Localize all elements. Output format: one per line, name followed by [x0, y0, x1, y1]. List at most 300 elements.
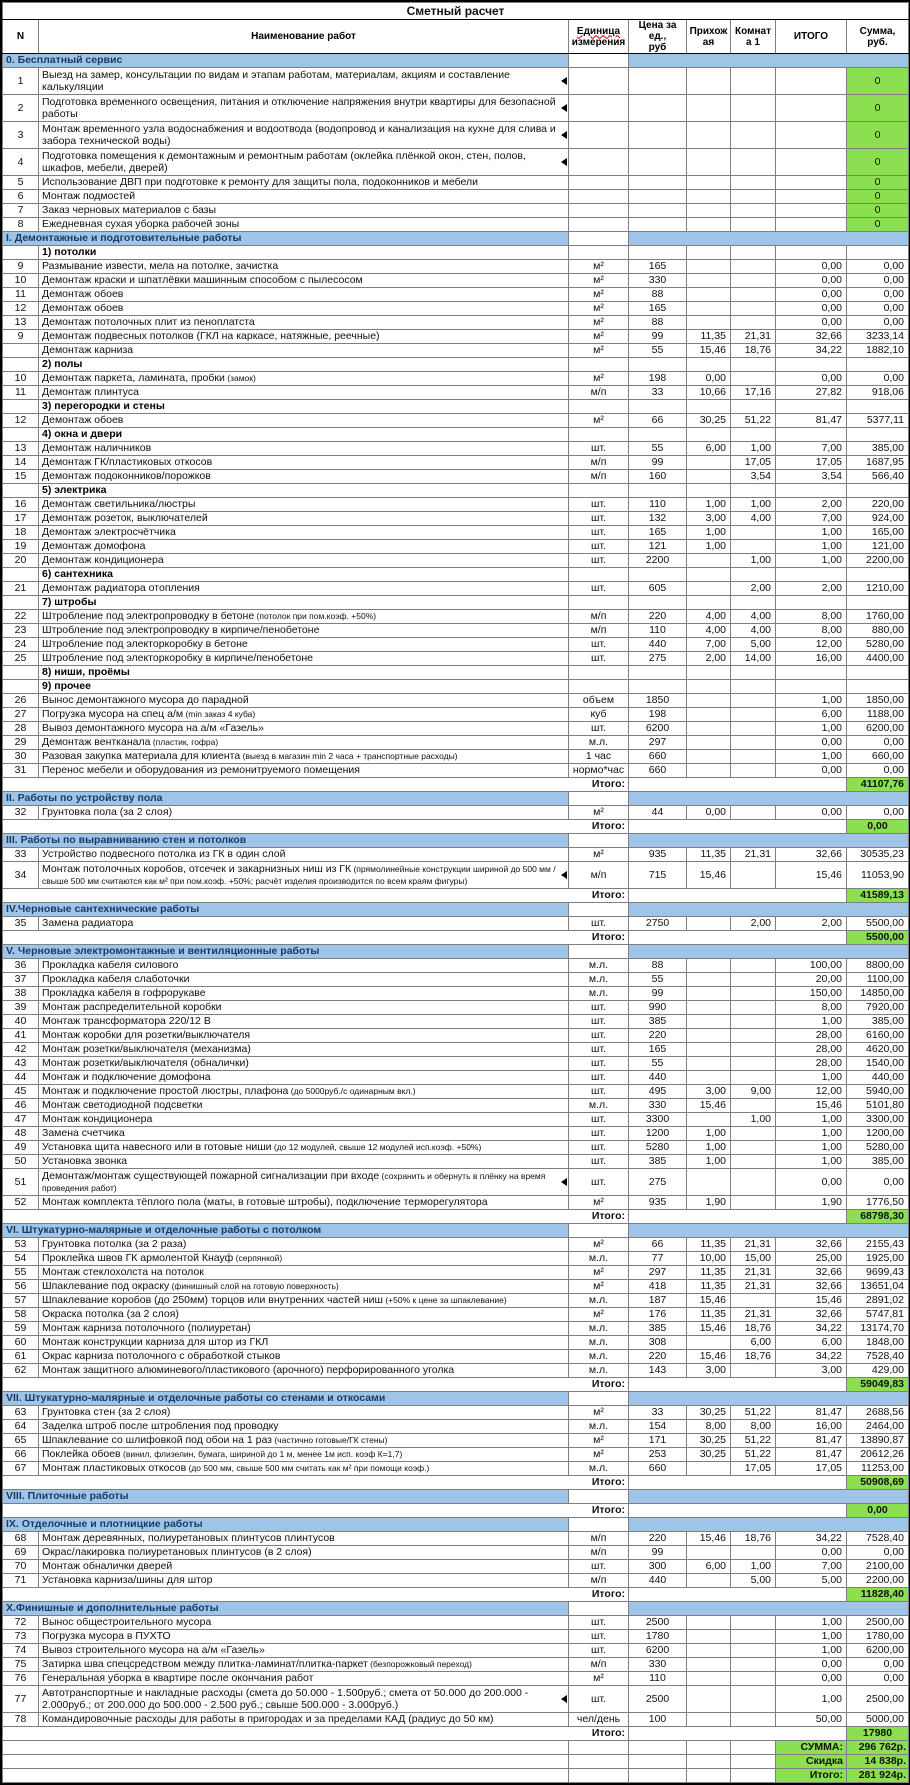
sum-cell[interactable]: 11053,90: [847, 862, 909, 889]
sum-cell[interactable]: 7920,00: [847, 1001, 909, 1015]
itogo-qty-cell[interactable]: 15,46: [776, 1294, 847, 1308]
summary-label-cell[interactable]: Итого:: [776, 1769, 847, 1783]
room1-qty-cell[interactable]: [731, 694, 776, 708]
hallway-qty-cell[interactable]: [687, 1672, 731, 1686]
unit-cell[interactable]: шт.: [569, 582, 629, 596]
sum-cell[interactable]: [847, 596, 909, 610]
room1-qty-cell[interactable]: [731, 959, 776, 973]
work-name-cell[interactable]: [39, 1644, 569, 1658]
hallway-qty-cell[interactable]: [687, 1546, 731, 1560]
section-fill-cell[interactable]: [629, 834, 909, 848]
price-cell[interactable]: 132: [629, 512, 687, 526]
hallway-qty-cell[interactable]: [687, 1071, 731, 1085]
section-fill-cell[interactable]: [629, 1224, 909, 1238]
room1-qty-cell[interactable]: 4,00: [731, 610, 776, 624]
hallway-qty-cell[interactable]: 15,46: [687, 1294, 731, 1308]
sum-cell[interactable]: 1687,95: [847, 456, 909, 470]
section-fill-cell[interactable]: [629, 792, 909, 806]
itogo-sum-cell[interactable]: 50908,69: [847, 1476, 909, 1490]
unit-cell[interactable]: [569, 204, 629, 218]
hallway-qty-cell[interactable]: 30,25: [687, 1448, 731, 1462]
sum-cell[interactable]: [847, 428, 909, 442]
room1-qty-cell[interactable]: [731, 302, 776, 316]
sum-cell[interactable]: 0,00: [847, 302, 909, 316]
section-fill-cell[interactable]: [629, 1392, 909, 1406]
itogo-qty-cell[interactable]: 0,00: [776, 764, 847, 778]
row-number-cell[interactable]: 25: [3, 652, 39, 666]
sum-cell[interactable]: 429,00: [847, 1364, 909, 1378]
hallway-qty-cell[interactable]: [687, 358, 731, 372]
itogo-qty-cell[interactable]: 81,47: [776, 1448, 847, 1462]
hallway-qty-cell[interactable]: 1,00: [687, 1141, 731, 1155]
hallway-qty-cell[interactable]: 1,00: [687, 526, 731, 540]
room1-qty-cell[interactable]: [731, 358, 776, 372]
price-cell[interactable]: 165: [629, 1043, 687, 1057]
work-name-cell[interactable]: [39, 1686, 569, 1713]
price-cell[interactable]: 330: [629, 274, 687, 288]
room1-qty-cell[interactable]: [731, 1364, 776, 1378]
sum-cell[interactable]: 5000,00: [847, 1713, 909, 1727]
itogo-qty-cell[interactable]: [776, 95, 847, 122]
itogo-label-cell[interactable]: Итого:: [3, 931, 629, 945]
price-cell[interactable]: 165: [629, 526, 687, 540]
unit-cell[interactable]: м²: [569, 316, 629, 330]
price-cell[interactable]: [629, 122, 687, 149]
room1-qty-cell[interactable]: [731, 1043, 776, 1057]
row-number-cell[interactable]: 46: [3, 1099, 39, 1113]
sum-cell[interactable]: 0,00: [847, 1658, 909, 1672]
unit-cell[interactable]: нормо*час: [569, 764, 629, 778]
room1-qty-cell[interactable]: [731, 750, 776, 764]
itogo-qty-cell[interactable]: 150,00: [776, 987, 847, 1001]
room1-qty-cell[interactable]: [731, 400, 776, 414]
sum-cell[interactable]: 1760,00: [847, 610, 909, 624]
itogo-qty-cell[interactable]: 81,47: [776, 1406, 847, 1420]
hallway-qty-cell[interactable]: 15,46: [687, 1099, 731, 1113]
itogo-sum-cell[interactable]: 11828,40: [847, 1588, 909, 1602]
price-cell[interactable]: [629, 568, 687, 582]
itogo-qty-cell[interactable]: 32,66: [776, 1238, 847, 1252]
itogo-qty-cell[interactable]: 100,00: [776, 959, 847, 973]
work-name-cell[interactable]: [39, 68, 569, 95]
room1-qty-cell[interactable]: [731, 1001, 776, 1015]
subsection-title-cell[interactable]: 9) прочее: [39, 680, 569, 694]
sum-cell[interactable]: 2891,02: [847, 1294, 909, 1308]
room1-qty-cell[interactable]: [731, 316, 776, 330]
itogo-qty-cell[interactable]: 0,00: [776, 316, 847, 330]
itogo-qty-cell[interactable]: 27,82: [776, 386, 847, 400]
row-number-cell[interactable]: 18: [3, 526, 39, 540]
section-title-cell[interactable]: VI. Штукатурно-малярные и отделочные работы с потолком: [3, 1224, 569, 1238]
itogo-qty-cell[interactable]: [776, 428, 847, 442]
unit-cell[interactable]: м/п: [569, 610, 629, 624]
hallway-qty-cell[interactable]: [687, 1043, 731, 1057]
itogo-qty-cell[interactable]: 0,00: [776, 274, 847, 288]
row-number-cell[interactable]: 55: [3, 1266, 39, 1280]
itogo-qty-cell[interactable]: 2,00: [776, 917, 847, 931]
row-number-cell[interactable]: 17: [3, 512, 39, 526]
price-cell[interactable]: 253: [629, 1448, 687, 1462]
row-number-cell[interactable]: 38: [3, 987, 39, 1001]
sum-cell[interactable]: 2200,00: [847, 1574, 909, 1588]
price-cell[interactable]: 110: [629, 498, 687, 512]
room1-qty-cell[interactable]: [731, 288, 776, 302]
work-name-cell[interactable]: [39, 917, 569, 931]
price-cell[interactable]: [629, 428, 687, 442]
work-name-cell[interactable]: [39, 1113, 569, 1127]
sum-cell[interactable]: 2464,00: [847, 1420, 909, 1434]
hallway-qty-cell[interactable]: 15,46: [687, 1532, 731, 1546]
sum-cell[interactable]: 3300,00: [847, 1113, 909, 1127]
row-number-cell[interactable]: 19: [3, 540, 39, 554]
unit-cell[interactable]: м/п: [569, 1574, 629, 1588]
hallway-qty-cell[interactable]: [687, 959, 731, 973]
unit-cell[interactable]: м²: [569, 288, 629, 302]
unit-cell[interactable]: м²: [569, 1672, 629, 1686]
unit-cell[interactable]: [569, 218, 629, 232]
work-name-cell[interactable]: [39, 610, 569, 624]
work-name-cell[interactable]: [39, 1001, 569, 1015]
hallway-qty-cell[interactable]: 1,00: [687, 540, 731, 554]
unit-cell[interactable]: м²: [569, 260, 629, 274]
price-cell[interactable]: 300: [629, 1560, 687, 1574]
price-cell[interactable]: 2200: [629, 554, 687, 568]
itogo-qty-cell[interactable]: 34,22: [776, 1350, 847, 1364]
room1-qty-cell[interactable]: 15,00: [731, 1252, 776, 1266]
price-cell[interactable]: 6200: [629, 722, 687, 736]
itogo-qty-cell[interactable]: 1,00: [776, 722, 847, 736]
unit-cell[interactable]: шт.: [569, 1015, 629, 1029]
price-cell[interactable]: 2750: [629, 917, 687, 931]
work-name-cell[interactable]: [39, 1546, 569, 1560]
sum-cell[interactable]: 566,40: [847, 470, 909, 484]
hallway-qty-cell[interactable]: [687, 95, 731, 122]
column-header-price[interactable]: Цена за ед., руб: [629, 20, 687, 54]
hallway-qty-cell[interactable]: [687, 1029, 731, 1043]
hallway-qty-cell[interactable]: 15,46: [687, 1322, 731, 1336]
hallway-qty-cell[interactable]: [687, 1769, 731, 1783]
price-cell[interactable]: [629, 400, 687, 414]
itogo-qty-cell[interactable]: 12,00: [776, 638, 847, 652]
itogo-qty-cell[interactable]: 1,00: [776, 526, 847, 540]
hallway-qty-cell[interactable]: [687, 1644, 731, 1658]
itogo-qty-cell[interactable]: [776, 190, 847, 204]
unit-cell[interactable]: м²: [569, 302, 629, 316]
room1-qty-cell[interactable]: [731, 722, 776, 736]
work-name-cell[interactable]: [39, 456, 569, 470]
sum-cell[interactable]: 1188,00: [847, 708, 909, 722]
hallway-qty-cell[interactable]: [687, 722, 731, 736]
unit-cell[interactable]: [569, 1755, 629, 1769]
sum-cell[interactable]: 4400,00: [847, 652, 909, 666]
section-unit-cell[interactable]: [569, 903, 629, 917]
row-number-cell[interactable]: 4: [3, 149, 39, 176]
row-number-cell[interactable]: 1: [3, 68, 39, 95]
section-title-cell[interactable]: III. Работы по выравниванию стен и потолков: [3, 834, 569, 848]
work-name-cell[interactable]: [39, 1672, 569, 1686]
work-name-cell[interactable]: [39, 1658, 569, 1672]
row-number-cell[interactable]: 52: [3, 1196, 39, 1210]
price-cell[interactable]: 176: [629, 1308, 687, 1322]
work-name-cell[interactable]: [39, 862, 569, 889]
row-number-cell[interactable]: 32: [3, 806, 39, 820]
sum-cell[interactable]: 4620,00: [847, 1043, 909, 1057]
itogo-qty-cell[interactable]: [776, 122, 847, 149]
hallway-qty-cell[interactable]: 3,00: [687, 1085, 731, 1099]
itogo-qty-cell[interactable]: 6,00: [776, 708, 847, 722]
itogo-qty-cell[interactable]: 0,00: [776, 1546, 847, 1560]
row-number-cell[interactable]: 42: [3, 1043, 39, 1057]
work-name-cell[interactable]: [39, 1141, 569, 1155]
unit-cell[interactable]: м²: [569, 372, 629, 386]
work-name-cell[interactable]: [39, 1196, 569, 1210]
unit-cell[interactable]: объем: [569, 694, 629, 708]
room1-qty-cell[interactable]: [731, 149, 776, 176]
hallway-qty-cell[interactable]: 15,46: [687, 862, 731, 889]
itogo-qty-cell[interactable]: 1,90: [776, 1196, 847, 1210]
hallway-qty-cell[interactable]: [687, 176, 731, 190]
unit-cell[interactable]: [569, 68, 629, 95]
sum-cell[interactable]: 0,00: [847, 1169, 909, 1196]
sum-cell[interactable]: 0,00: [847, 316, 909, 330]
itogo-qty-cell[interactable]: 1,00: [776, 1616, 847, 1630]
row-number-cell[interactable]: [3, 344, 39, 358]
row-number-cell[interactable]: 13: [3, 442, 39, 456]
itogo-label-cell[interactable]: Итого:: [3, 1588, 629, 1602]
work-name-cell[interactable]: [39, 1350, 569, 1364]
column-header-hallway[interactable]: Прихожая: [687, 20, 731, 54]
row-number-cell[interactable]: 29: [3, 736, 39, 750]
row-number-cell[interactable]: 30: [3, 750, 39, 764]
itogo-qty-cell[interactable]: 81,47: [776, 414, 847, 428]
work-name-cell[interactable]: [39, 540, 569, 554]
work-name-cell[interactable]: [39, 1574, 569, 1588]
unit-cell[interactable]: м/п: [569, 386, 629, 400]
price-cell[interactable]: 1850: [629, 694, 687, 708]
itogo-qty-cell[interactable]: [776, 204, 847, 218]
itogo-qty-cell[interactable]: 34,22: [776, 344, 847, 358]
room1-qty-cell[interactable]: 18,76: [731, 1350, 776, 1364]
hallway-qty-cell[interactable]: [687, 260, 731, 274]
unit-cell[interactable]: куб: [569, 708, 629, 722]
hallway-qty-cell[interactable]: [687, 1574, 731, 1588]
itogo-label-cell[interactable]: Итого:: [3, 889, 629, 903]
hallway-qty-cell[interactable]: [687, 1616, 731, 1630]
hallway-qty-cell[interactable]: [687, 1755, 731, 1769]
hallway-qty-cell[interactable]: 10,66: [687, 386, 731, 400]
hallway-qty-cell[interactable]: [687, 1015, 731, 1029]
price-cell[interactable]: 715: [629, 862, 687, 889]
summary-blank-cell[interactable]: [3, 1755, 569, 1769]
room1-qty-cell[interactable]: [731, 1029, 776, 1043]
sum-cell[interactable]: 2500,00: [847, 1686, 909, 1713]
sum-cell[interactable]: 924,00: [847, 512, 909, 526]
unit-cell[interactable]: [569, 568, 629, 582]
itogo-qty-cell[interactable]: 0,00: [776, 302, 847, 316]
price-cell[interactable]: [629, 666, 687, 680]
unit-cell[interactable]: [569, 400, 629, 414]
subsection-title-cell[interactable]: 3) перегородки и стены: [39, 400, 569, 414]
unit-cell[interactable]: шт.: [569, 1686, 629, 1713]
room1-qty-cell[interactable]: [731, 526, 776, 540]
sum-cell[interactable]: 1925,00: [847, 1252, 909, 1266]
itogo-qty-cell[interactable]: [776, 400, 847, 414]
sum-cell[interactable]: 0,00: [847, 736, 909, 750]
row-number-cell[interactable]: 9: [3, 330, 39, 344]
itogo-qty-cell[interactable]: 81,47: [776, 1434, 847, 1448]
row-number-cell[interactable]: 3: [3, 122, 39, 149]
row-number-cell[interactable]: 50: [3, 1155, 39, 1169]
unit-cell[interactable]: м/п: [569, 1532, 629, 1546]
work-name-cell[interactable]: [39, 1266, 569, 1280]
room1-qty-cell[interactable]: [731, 1057, 776, 1071]
room1-qty-cell[interactable]: 51,22: [731, 1434, 776, 1448]
section-unit-cell[interactable]: [569, 1392, 629, 1406]
unit-cell[interactable]: шт.: [569, 1029, 629, 1043]
work-name-cell[interactable]: [39, 288, 569, 302]
unit-cell[interactable]: м.л.: [569, 736, 629, 750]
room1-qty-cell[interactable]: [731, 1672, 776, 1686]
row-number-cell[interactable]: 67: [3, 1462, 39, 1476]
itogo-qty-cell[interactable]: 6,00: [776, 1336, 847, 1350]
itogo-qty-cell[interactable]: 1,00: [776, 1686, 847, 1713]
row-number-cell[interactable]: 9: [3, 260, 39, 274]
sum-cell[interactable]: 9699,43: [847, 1266, 909, 1280]
sum-cell[interactable]: 1540,00: [847, 1057, 909, 1071]
price-cell[interactable]: 418: [629, 1280, 687, 1294]
price-cell[interactable]: 275: [629, 652, 687, 666]
unit-cell[interactable]: [569, 484, 629, 498]
itogo-qty-cell[interactable]: 0,00: [776, 288, 847, 302]
work-name-cell[interactable]: [39, 1462, 569, 1476]
row-number-cell[interactable]: [3, 680, 39, 694]
itogo-qty-cell[interactable]: 25,00: [776, 1252, 847, 1266]
row-number-cell[interactable]: 26: [3, 694, 39, 708]
itogo-qty-cell[interactable]: 28,00: [776, 1029, 847, 1043]
work-name-cell[interactable]: [39, 652, 569, 666]
hallway-qty-cell[interactable]: 1,00: [687, 498, 731, 512]
unit-cell[interactable]: шт.: [569, 498, 629, 512]
hallway-qty-cell[interactable]: [687, 274, 731, 288]
price-cell[interactable]: [629, 246, 687, 260]
itogo-qty-cell[interactable]: 34,22: [776, 1322, 847, 1336]
work-name-cell[interactable]: [39, 1630, 569, 1644]
row-number-cell[interactable]: 72: [3, 1616, 39, 1630]
itogo-qty-cell[interactable]: [776, 149, 847, 176]
hallway-qty-cell[interactable]: [687, 666, 731, 680]
itogo-label-cell[interactable]: Итого:: [3, 1727, 629, 1741]
itogo-sum-cell[interactable]: 0,00: [847, 820, 909, 834]
work-name-cell[interactable]: [39, 1169, 569, 1196]
hallway-qty-cell[interactable]: [687, 694, 731, 708]
unit-cell[interactable]: м²: [569, 1434, 629, 1448]
room1-qty-cell[interactable]: [731, 1294, 776, 1308]
work-name-cell[interactable]: [39, 1713, 569, 1727]
sum-cell[interactable]: 1210,00: [847, 582, 909, 596]
sum-cell[interactable]: 0,00: [847, 274, 909, 288]
itogo-qty-cell[interactable]: 16,00: [776, 652, 847, 666]
unit-cell[interactable]: м.л.: [569, 1322, 629, 1336]
price-cell[interactable]: 220: [629, 1350, 687, 1364]
row-number-cell[interactable]: 28: [3, 722, 39, 736]
section-title-cell[interactable]: IV.Черновые сантехнические работы: [3, 903, 569, 917]
price-cell[interactable]: 660: [629, 1462, 687, 1476]
itogo-qty-cell[interactable]: 2,00: [776, 498, 847, 512]
row-number-cell[interactable]: 49: [3, 1141, 39, 1155]
section-fill-cell[interactable]: [629, 1602, 909, 1616]
hallway-qty-cell[interactable]: [687, 1169, 731, 1196]
row-number-cell[interactable]: [3, 400, 39, 414]
sum-cell[interactable]: 6200,00: [847, 722, 909, 736]
room1-qty-cell[interactable]: 1,00: [731, 1560, 776, 1574]
price-cell[interactable]: 297: [629, 1266, 687, 1280]
hallway-qty-cell[interactable]: 1,90: [687, 1196, 731, 1210]
sum-cell[interactable]: [847, 400, 909, 414]
room1-qty-cell[interactable]: 51,22: [731, 1406, 776, 1420]
sum-cell[interactable]: 2200,00: [847, 554, 909, 568]
section-title-cell[interactable]: 0. Бесплатный сервис: [3, 54, 569, 68]
unit-cell[interactable]: м.л.: [569, 1099, 629, 1113]
sum-cell[interactable]: 0,00: [847, 260, 909, 274]
price-cell[interactable]: 165: [629, 260, 687, 274]
unit-cell[interactable]: м.л.: [569, 987, 629, 1001]
price-cell[interactable]: 110: [629, 1672, 687, 1686]
price-cell[interactable]: 220: [629, 1532, 687, 1546]
row-number-cell[interactable]: 44: [3, 1071, 39, 1085]
work-name-cell[interactable]: [39, 512, 569, 526]
itogo-blank-cell[interactable]: [629, 820, 847, 834]
subsection-title-cell[interactable]: 1) потолки: [39, 246, 569, 260]
work-name-cell[interactable]: [39, 848, 569, 862]
sum-cell[interactable]: 0,00: [847, 288, 909, 302]
itogo-qty-cell[interactable]: 1,00: [776, 554, 847, 568]
itogo-qty-cell[interactable]: 32,66: [776, 1280, 847, 1294]
room1-qty-cell[interactable]: [731, 484, 776, 498]
itogo-qty-cell[interactable]: [776, 680, 847, 694]
work-name-cell[interactable]: [39, 526, 569, 540]
row-number-cell[interactable]: 6: [3, 190, 39, 204]
room1-qty-cell[interactable]: [731, 1015, 776, 1029]
sum-cell[interactable]: 1100,00: [847, 973, 909, 987]
unit-cell[interactable]: шт.: [569, 1169, 629, 1196]
unit-cell[interactable]: м/п: [569, 456, 629, 470]
itogo-label-cell[interactable]: Итого:: [3, 1210, 629, 1224]
unit-cell[interactable]: м.л.: [569, 1252, 629, 1266]
hallway-qty-cell[interactable]: [687, 68, 731, 95]
subsection-title-cell[interactable]: 6) сантехника: [39, 568, 569, 582]
room1-qty-cell[interactable]: 51,22: [731, 414, 776, 428]
hallway-qty-cell[interactable]: 2,00: [687, 652, 731, 666]
room1-qty-cell[interactable]: [731, 708, 776, 722]
price-cell[interactable]: 44: [629, 806, 687, 820]
price-cell[interactable]: [629, 680, 687, 694]
hallway-qty-cell[interactable]: [687, 400, 731, 414]
row-number-cell[interactable]: 20: [3, 554, 39, 568]
price-cell[interactable]: [629, 1741, 687, 1755]
price-cell[interactable]: 5280: [629, 1141, 687, 1155]
section-title-cell[interactable]: I. Демонтажные и подготовительные работы: [3, 232, 569, 246]
price-cell[interactable]: 385: [629, 1155, 687, 1169]
price-cell[interactable]: 440: [629, 1071, 687, 1085]
unit-cell[interactable]: шт.: [569, 917, 629, 931]
section-fill-cell[interactable]: [629, 1518, 909, 1532]
row-number-cell[interactable]: 74: [3, 1644, 39, 1658]
itogo-qty-cell[interactable]: 8,00: [776, 610, 847, 624]
hallway-qty-cell[interactable]: [687, 288, 731, 302]
subsection-title-cell[interactable]: 2) полы: [39, 358, 569, 372]
price-cell[interactable]: 297: [629, 736, 687, 750]
section-fill-cell[interactable]: [629, 1490, 909, 1504]
